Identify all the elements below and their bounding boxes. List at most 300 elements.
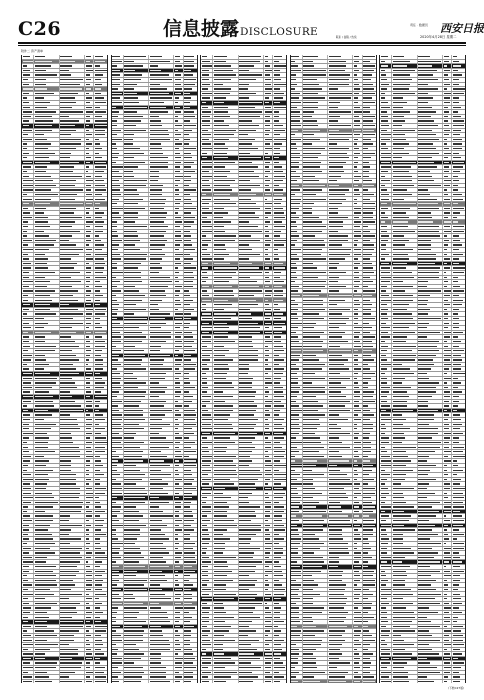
cell-text-line — [202, 488, 211, 489]
cell-text-line — [112, 313, 117, 314]
table-cell — [22, 634, 34, 638]
table-cell — [124, 147, 149, 151]
table-cell — [85, 78, 94, 82]
cell-text-line — [274, 387, 283, 388]
cell-text-line — [35, 258, 48, 259]
cell-text-line — [150, 70, 162, 71]
table-cell — [273, 289, 286, 293]
cell-text-line — [202, 341, 212, 342]
table-cell — [94, 643, 107, 647]
cell-text-line — [184, 125, 196, 126]
table-cell — [112, 358, 124, 362]
cell-text-line — [124, 139, 133, 140]
cell-text-line — [274, 102, 280, 103]
table-cell — [239, 129, 264, 133]
table-cell — [85, 216, 94, 220]
table-cell — [60, 579, 85, 583]
table-cell — [22, 455, 34, 459]
table-cell — [124, 620, 149, 624]
table-cell — [22, 468, 34, 472]
table-cell — [213, 142, 238, 146]
cell-text-line — [60, 594, 82, 595]
cell-text-line — [112, 134, 117, 135]
cell-text-line — [60, 102, 76, 103]
cell-text-line — [112, 346, 116, 347]
table-cell — [124, 161, 149, 165]
cell-text-line — [86, 249, 93, 250]
cell-text-line — [202, 199, 212, 200]
table-cell — [213, 243, 238, 247]
table-cell — [264, 266, 273, 270]
cell-text-line — [35, 387, 52, 388]
table-cell — [124, 266, 149, 270]
cell-text-line — [23, 217, 32, 218]
cell-text-line — [150, 355, 170, 356]
table-cell — [273, 280, 286, 284]
table-cell — [112, 55, 124, 59]
cell-text-line — [86, 111, 93, 112]
cell-text-line — [112, 130, 121, 131]
table-cell — [239, 321, 264, 325]
cell-text-line — [124, 506, 136, 507]
table-cell — [264, 354, 273, 358]
cell-text-line — [112, 630, 116, 631]
table-cell — [94, 510, 107, 514]
cell-text-line — [95, 396, 107, 397]
cell-text-line — [35, 672, 47, 673]
cell-text-line — [202, 456, 212, 457]
cell-text-line — [23, 460, 30, 461]
cell-text-line — [239, 102, 261, 103]
table-cell — [184, 455, 197, 459]
cell-text-line — [175, 61, 180, 62]
cell-text-line — [35, 203, 50, 204]
cell-text-line — [175, 332, 182, 333]
table-cell — [34, 331, 59, 335]
table-cell — [112, 326, 124, 330]
cell-text-line — [112, 157, 118, 158]
table-cell — [264, 216, 273, 220]
table-cell — [60, 239, 85, 243]
table-cell — [112, 69, 124, 73]
cell-text-line — [86, 607, 90, 608]
table-cell — [213, 473, 238, 477]
table-cell — [201, 344, 213, 348]
table-cell — [34, 230, 59, 234]
table-cell — [94, 285, 107, 289]
cell-text-line — [239, 157, 261, 158]
cell-text-line — [150, 644, 170, 645]
table-cell — [149, 161, 174, 165]
table-cell — [94, 625, 107, 629]
cell-text-line — [175, 143, 182, 144]
cell-text-line — [86, 419, 92, 420]
table-cell — [201, 115, 213, 119]
cell-text-line — [184, 621, 190, 622]
cell-text-line — [265, 125, 270, 126]
table-cell — [264, 377, 273, 381]
table-cell — [124, 372, 149, 376]
table-cell — [264, 211, 273, 215]
cell-text-line — [60, 396, 72, 397]
table-cell — [94, 321, 107, 325]
table-cell — [174, 312, 183, 316]
cell-text-line — [95, 667, 106, 668]
table-cell — [94, 101, 107, 105]
table-cell — [22, 276, 34, 280]
cell-text-line — [150, 603, 159, 604]
table-cell — [239, 418, 264, 422]
table-cell — [85, 436, 94, 440]
table-cell — [22, 588, 34, 592]
table-cell — [124, 450, 149, 454]
table-cell — [22, 225, 34, 229]
cell-text-line — [202, 534, 209, 535]
table-cell — [112, 372, 124, 376]
table-cell — [201, 505, 213, 509]
cell-text-line — [202, 318, 212, 319]
cell-text-line — [60, 658, 72, 659]
cell-text-line — [202, 65, 212, 66]
table-cell — [60, 648, 85, 652]
table-cell — [213, 234, 238, 238]
table-cell — [149, 344, 174, 348]
cell-text-line — [23, 580, 28, 581]
table-cell — [34, 615, 59, 619]
cell-text-line — [124, 134, 134, 135]
cell-text-line — [202, 520, 211, 521]
cell-text-line — [239, 254, 260, 255]
cell-text-line — [202, 387, 209, 388]
table-cell — [149, 312, 174, 316]
table-cell — [124, 179, 149, 183]
table-cell — [60, 537, 85, 541]
table-cell — [213, 271, 238, 275]
cell-text-line — [124, 676, 142, 677]
table-cell — [94, 179, 107, 183]
table-cell — [34, 193, 59, 197]
table-cell — [201, 165, 213, 169]
table-cell — [22, 436, 34, 440]
table-cell — [60, 133, 85, 137]
table-cell — [85, 335, 94, 339]
cell-text-line — [214, 465, 236, 466]
table-cell — [239, 207, 264, 211]
table-subheading: 附件二 资产清单 — [21, 49, 43, 53]
table-cell — [273, 496, 286, 500]
table-cell — [239, 377, 264, 381]
table-cell — [213, 170, 238, 174]
cell-text-line — [60, 203, 83, 204]
table-cell — [85, 115, 94, 119]
table-cell — [22, 423, 34, 427]
table-cell — [34, 317, 59, 321]
cell-text-line — [124, 304, 136, 305]
cell-text-line — [86, 534, 90, 535]
cell-text-line — [175, 511, 179, 512]
table-cell — [22, 381, 34, 385]
table-cell — [213, 92, 238, 96]
table-cell — [112, 239, 124, 243]
cell-text-line — [150, 607, 161, 608]
table-cell — [124, 666, 149, 670]
table-cell — [174, 473, 183, 477]
cell-text-line — [60, 107, 72, 108]
table-cell — [184, 395, 197, 399]
table-cell — [213, 165, 238, 169]
cell-text-line — [112, 488, 122, 489]
cell-text-line — [202, 267, 208, 268]
table-cell — [213, 106, 238, 110]
table-cell — [112, 344, 124, 348]
cell-text-line — [35, 364, 49, 365]
table-cell — [201, 354, 213, 358]
cell-text-line — [202, 290, 208, 291]
table-cell — [60, 459, 85, 463]
cell-text-line — [175, 437, 182, 438]
table-cell — [60, 78, 85, 82]
table-cell — [273, 285, 286, 289]
table-cell — [85, 331, 94, 335]
table-cell — [34, 528, 59, 532]
table-cell — [112, 487, 124, 491]
table-cell — [112, 147, 124, 151]
table-cell — [22, 197, 34, 201]
cell-text-line — [175, 359, 182, 360]
cell-text-line — [214, 327, 229, 328]
table-cell — [85, 638, 94, 642]
table-cell — [94, 147, 107, 151]
table-cell — [174, 298, 183, 302]
table-cell — [22, 349, 34, 353]
cell-text-line — [150, 575, 165, 576]
cell-text-line — [95, 414, 103, 415]
table-cell — [22, 592, 34, 596]
table-cell — [112, 253, 124, 257]
table-cell — [112, 634, 124, 638]
cell-text-line — [95, 571, 105, 572]
cell-text-line — [35, 74, 57, 75]
table-cell — [174, 432, 183, 436]
table-cell — [239, 142, 264, 146]
table-cell — [149, 427, 174, 431]
table-cell — [264, 432, 273, 436]
table-cell — [174, 363, 183, 367]
table-cell — [273, 432, 286, 436]
table-cell — [201, 450, 213, 454]
cell-text-line — [60, 148, 76, 149]
cell-text-line — [184, 341, 194, 342]
cell-text-line — [86, 511, 93, 512]
cell-text-line — [35, 621, 47, 622]
table-cell — [112, 363, 124, 367]
table-cell — [201, 243, 213, 247]
cell-text-line — [184, 157, 192, 158]
table-cell — [124, 455, 149, 459]
table-cell — [184, 326, 197, 330]
cell-text-line — [124, 309, 146, 310]
cell-text-line — [23, 185, 34, 186]
table-cell — [112, 579, 124, 583]
table-cell — [22, 285, 34, 289]
table-cell — [213, 211, 238, 215]
table-cell — [149, 253, 174, 257]
table-cell — [34, 574, 59, 578]
cell-text-line — [150, 97, 172, 98]
table-cell — [213, 340, 238, 344]
table-cell — [85, 276, 94, 280]
cell-text-line — [23, 79, 29, 80]
table-cell — [22, 395, 34, 399]
cell-text-line — [184, 603, 192, 604]
cell-text-line — [202, 277, 208, 278]
table-cell — [94, 560, 107, 564]
table-cell — [174, 634, 183, 638]
cell-text-line — [239, 419, 257, 420]
table-cell — [94, 487, 107, 491]
table-cell — [174, 666, 183, 670]
table-cell — [85, 220, 94, 224]
cell-text-line — [35, 88, 47, 89]
cell-text-line — [86, 300, 91, 301]
table-cell — [85, 606, 94, 610]
table-cell — [94, 450, 107, 454]
cell-text-line — [60, 171, 73, 172]
cell-text-line — [202, 470, 211, 471]
table-cell — [201, 363, 213, 367]
table-cell — [60, 358, 85, 362]
table-cell — [112, 395, 124, 399]
cell-text-line — [95, 212, 105, 213]
table-cell — [213, 298, 238, 302]
table-cell — [34, 487, 59, 491]
cell-text-line — [23, 208, 28, 209]
cell-text-line — [124, 74, 141, 75]
table-cell — [85, 285, 94, 289]
table-cell — [60, 55, 85, 59]
table-cell — [22, 519, 34, 523]
table-cell — [85, 280, 94, 284]
cell-text-line — [112, 364, 121, 365]
cell-text-line — [124, 470, 139, 471]
cell-text-line — [214, 244, 225, 245]
table-cell — [60, 151, 85, 155]
table-cell — [34, 303, 59, 307]
table-cell — [184, 574, 197, 578]
cell-text-line — [23, 414, 31, 415]
table-cell — [34, 266, 59, 270]
table-cell — [22, 184, 34, 188]
table-cell — [239, 225, 264, 229]
table-cell — [149, 335, 174, 339]
cell-text-line — [214, 139, 229, 140]
table-cell — [94, 588, 107, 592]
cell-text-line — [239, 65, 254, 66]
table-cell — [124, 312, 149, 316]
table-cell — [112, 129, 124, 133]
cell-text-line — [202, 396, 212, 397]
table-cell — [213, 161, 238, 165]
cell-text-line — [184, 61, 193, 62]
cell-text-line — [175, 263, 181, 264]
table-cell — [184, 312, 197, 316]
table-cell — [112, 78, 124, 82]
cell-text-line — [274, 465, 286, 466]
cell-text-line — [124, 61, 134, 62]
cell-text-line — [202, 153, 208, 154]
table-cell — [94, 340, 107, 344]
cell-text-line — [175, 148, 179, 149]
cell-text-line — [86, 373, 93, 374]
cell-text-line — [214, 281, 229, 282]
cell-text-line — [23, 143, 27, 144]
table-cell — [124, 464, 149, 468]
cell-text-line — [214, 424, 232, 425]
cell-text-line — [150, 61, 170, 62]
cell-text-line — [86, 387, 91, 388]
table-cell — [85, 445, 94, 449]
cell-text-line — [274, 125, 283, 126]
table-cell — [60, 592, 85, 596]
cell-text-line — [35, 102, 50, 103]
table-cell — [94, 638, 107, 642]
cell-text-line — [202, 437, 207, 438]
cell-text-line — [112, 428, 121, 429]
table-cell — [22, 64, 34, 68]
cell-text-line — [265, 433, 270, 434]
section-title-en: DISCLOSURE — [240, 26, 319, 38]
cell-text-line — [214, 166, 225, 167]
table-cell — [60, 671, 85, 675]
table-cell — [85, 312, 94, 316]
table-cell — [34, 184, 59, 188]
cell-text-line — [86, 410, 89, 411]
table-cell — [174, 331, 183, 335]
table-cell — [184, 547, 197, 551]
table-cell — [60, 615, 85, 619]
cell-text-line — [150, 511, 164, 512]
cell-text-line — [274, 65, 286, 66]
cell-text-line — [239, 235, 251, 236]
table-cell — [112, 556, 124, 560]
table-cell — [60, 211, 85, 215]
table-cell — [184, 96, 197, 100]
cell-text-line — [202, 465, 211, 466]
cell-text-line — [86, 258, 93, 259]
table-cell — [34, 386, 59, 390]
cell-text-line — [265, 465, 272, 466]
cell-text-line — [86, 254, 92, 255]
table-cell — [273, 344, 286, 348]
table-cell — [85, 124, 94, 128]
table-cell — [264, 197, 273, 201]
table-cell — [149, 331, 174, 335]
cell-text-line — [239, 70, 248, 71]
cell-text-line — [150, 130, 169, 131]
table-cell — [149, 478, 174, 482]
cell-text-line — [239, 208, 260, 209]
table-cell — [60, 496, 85, 500]
table-cell — [22, 106, 34, 110]
cell-text-line — [35, 249, 49, 250]
table-cell — [34, 427, 59, 431]
table-cell — [149, 570, 174, 574]
cell-text-line — [60, 626, 83, 627]
cell-text-line — [184, 194, 190, 195]
cell-text-line — [184, 396, 193, 397]
table-cell — [94, 606, 107, 610]
table-cell — [94, 423, 107, 427]
